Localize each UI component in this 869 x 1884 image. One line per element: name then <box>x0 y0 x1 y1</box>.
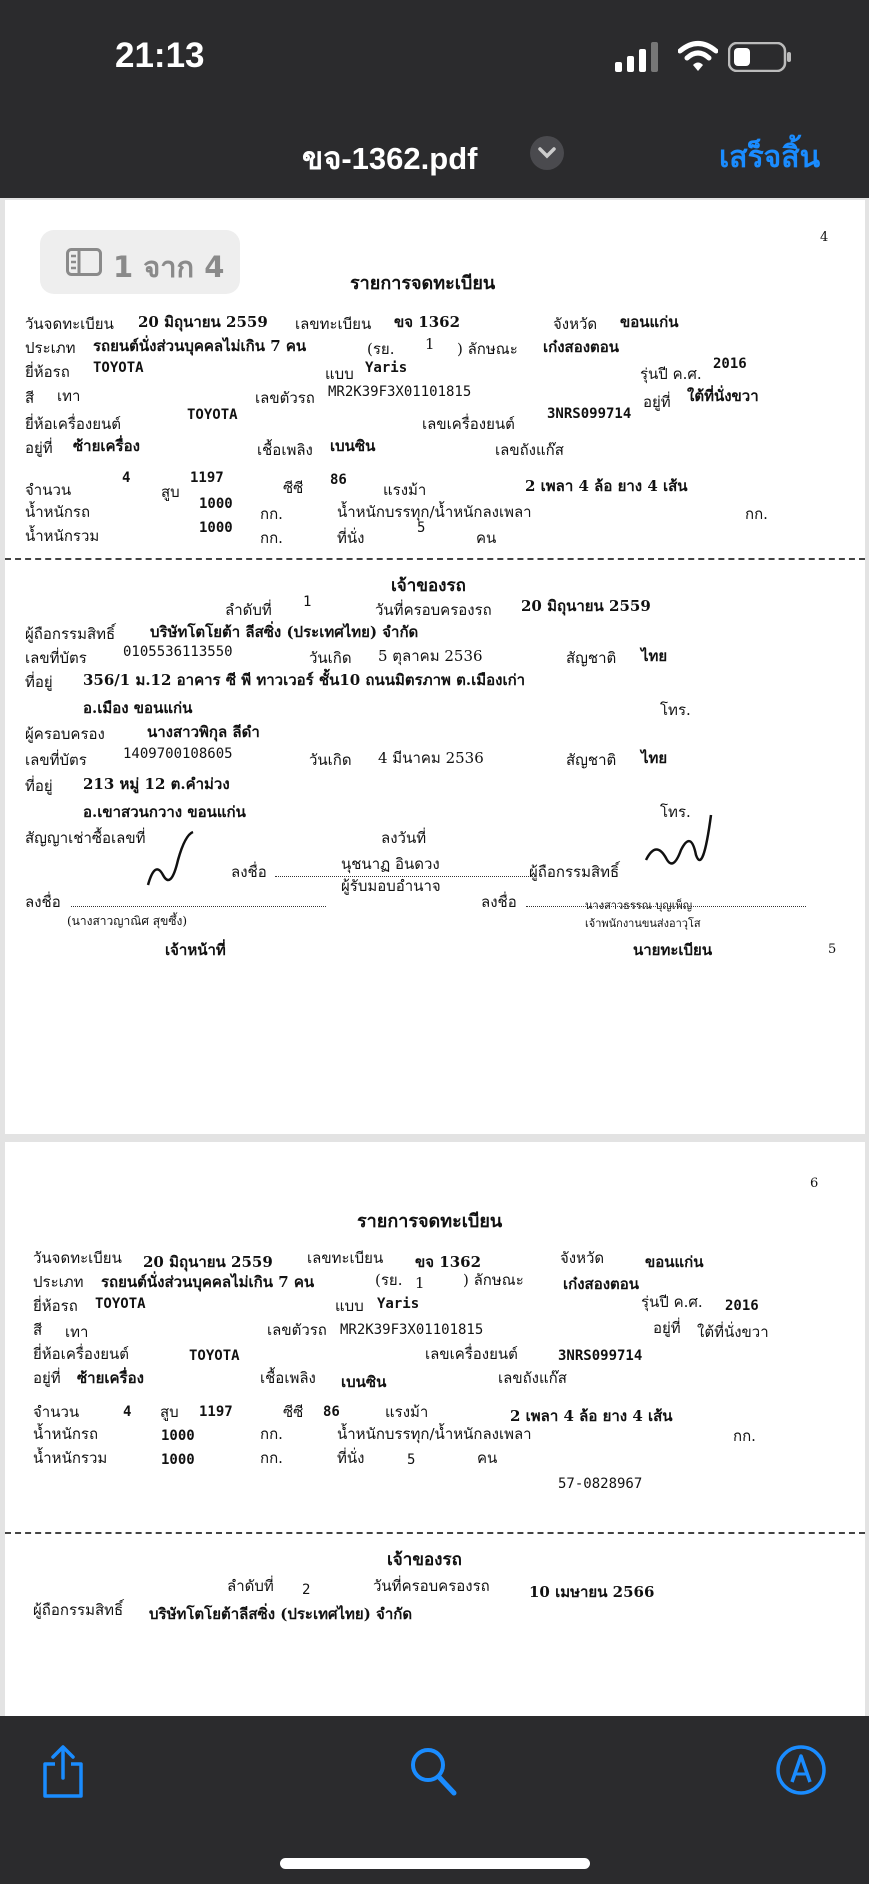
count: 4 <box>122 470 131 486</box>
label: สูบ <box>161 483 180 501</box>
label: (รย. <box>375 1271 403 1289</box>
label: ประเภท <box>25 339 76 357</box>
label: อยู่ที่ <box>653 1319 681 1337</box>
label: โทร. <box>660 701 691 719</box>
label: ) ลักษณะ <box>463 1271 524 1289</box>
markup-icon[interactable] <box>775 1744 827 1796</box>
owner-order: 1 <box>303 594 312 610</box>
cc: 86 <box>323 1404 340 1420</box>
label: คน <box>477 1449 498 1467</box>
seats: 5 <box>407 1452 416 1468</box>
label: จำนวน <box>33 1403 80 1421</box>
label: แบบ <box>335 1297 364 1315</box>
holder-nationality: ไทย <box>641 647 668 665</box>
label: เลขถังแก๊ส <box>495 441 564 459</box>
chassis-no: MR2K39F3X01101815 <box>328 384 472 400</box>
right-signer-name: นางสาวธรรณ บุญเพ็ญ <box>585 899 693 912</box>
reg-no: ขจ 1362 <box>394 313 461 331</box>
label: น้ำหนักรถ <box>25 503 91 521</box>
brand: TOYOTA <box>93 360 144 376</box>
cylinders: 1197 <box>199 1404 233 1420</box>
color: เทา <box>65 1323 89 1341</box>
own-date: 20 มิถุนายน 2559 <box>521 597 651 615</box>
label: สัญชาติ <box>566 751 617 769</box>
label: ลำดับที่ <box>227 1577 274 1595</box>
label: อยู่ที่ <box>643 393 671 411</box>
label: ยี่ห้อรถ <box>25 363 70 381</box>
pdf-page-1 <box>5 200 865 1134</box>
label: น้ำหนักรวม <box>25 527 100 545</box>
holder-address-2: อ.เมือง ขอนแก่น <box>83 699 193 717</box>
left-signer-name: (นางสาวญาณิศ สุขซึ้ง) <box>67 914 188 928</box>
label: สูบ <box>160 1403 179 1421</box>
fuel: เบนซิน <box>341 1373 387 1391</box>
label: ลงชื่อ <box>481 893 517 911</box>
label: แบบ <box>325 365 354 383</box>
label: ) ลักษณะ <box>457 340 518 358</box>
label: ผู้ถือกรรมสิทธิ์ <box>25 625 116 643</box>
label: จำนวน <box>25 481 72 499</box>
engine-no: 3NRS099714 <box>558 1348 643 1364</box>
label: ผู้ครอบครอง <box>25 725 105 743</box>
chassis-location: ใต้ที่นั่งขวา <box>687 387 759 405</box>
label: เชื้อเพลิง <box>260 1369 316 1387</box>
chassis-no: MR2K39F3X01101815 <box>340 1322 484 1338</box>
total-weight: 1000 <box>199 520 233 536</box>
ry-no: 1 <box>415 1274 425 1292</box>
vehicle-type: รถยนต์นั่งส่วนบุคคลไม่เกิน 7 คน <box>93 337 307 355</box>
label: คน <box>476 529 497 547</box>
owner-order: 2 <box>302 1582 311 1598</box>
proxy-label: ผู้รับมอบอำนาจ <box>341 877 441 895</box>
label: ลำดับที่ <box>225 601 272 619</box>
label: เลขที่บัตร <box>25 751 87 769</box>
right-signer-title: เจ้าพนักงานขนส่งอาวุโส <box>585 917 701 930</box>
label: ที่นั่ง <box>337 529 365 547</box>
label: น้ำหนักบรรทุก/น้ำหนักลงเพลา <box>337 1425 532 1443</box>
possessor-birth: 4 มีนาคม 2536 <box>378 749 484 767</box>
reg-date: 20 มิถุนายน 2559 <box>143 1253 273 1271</box>
label: กก. <box>260 529 283 547</box>
label: ลงชื่อ <box>25 893 61 911</box>
pdf-page-2 <box>5 1142 865 1716</box>
color: เทา <box>57 387 81 405</box>
label: ที่นั่ง <box>337 1449 365 1467</box>
cylinders: 1197 <box>190 470 224 486</box>
registrar-label: นายทะเบียน <box>633 941 713 959</box>
label: วันจดทะเบียน <box>25 315 114 333</box>
reg-no: ขจ 1362 <box>415 1253 482 1271</box>
battery-icon <box>728 42 792 72</box>
cellular-signal-icon <box>615 42 659 72</box>
label: เลขทะเบียน <box>307 1249 384 1267</box>
status-time: 21:13 <box>115 36 205 75</box>
label: เลขตัวรถ <box>255 389 315 407</box>
seats: 5 <box>417 520 426 536</box>
body-style: เก๋งสองตอน <box>563 1275 640 1293</box>
label: ผู้ถือกรรมสิทธิ์ <box>529 863 620 881</box>
officer-label: เจ้าหน้าที่ <box>165 941 226 959</box>
section-divider <box>5 1532 865 1534</box>
label: เลขที่บัตร <box>25 649 87 667</box>
title-menu-chevron-icon[interactable] <box>530 136 564 170</box>
label: (รย. <box>367 340 395 358</box>
possessor-id: 1409700108605 <box>123 746 233 762</box>
label: กก. <box>260 1449 283 1467</box>
label: ที่อยู่ <box>25 673 53 691</box>
label: วันที่ครอบครองรถ <box>373 1577 490 1595</box>
registration-heading: รายการจดทะเบียน <box>350 273 496 294</box>
pdf-viewer[interactable] <box>0 198 869 1716</box>
signature-mark-officer <box>143 830 203 890</box>
fuel: เบนซิน <box>330 437 376 455</box>
label: ลงชื่อ <box>231 863 267 881</box>
label: วันจดทะเบียน <box>33 1249 122 1267</box>
cc: 86 <box>330 472 347 488</box>
wifi-icon <box>678 40 718 72</box>
holder-id: 0105536113550 <box>123 644 233 660</box>
share-icon[interactable] <box>40 1744 86 1800</box>
holder-name: บริษัทโตโยต้าลีสซิ่ง (ประเทศไทย) จำกัด <box>149 1605 413 1623</box>
label: อยู่ที่ <box>33 1369 61 1387</box>
label: ยี่ห้อเครื่องยนต์ <box>25 415 122 433</box>
chassis-location: ใต้ที่นั่งขวา <box>697 1323 769 1341</box>
axle-wheel: 2 เพลา 4 ล้อ ยาง 4 เส้น <box>510 1407 673 1425</box>
label: เชื้อเพลิง <box>257 441 313 459</box>
label: จังหวัด <box>560 1249 605 1267</box>
weight: 1000 <box>161 1428 195 1444</box>
count: 4 <box>123 1404 132 1420</box>
province: ขอนแก่น <box>620 313 679 331</box>
document-title[interactable]: ขจ-1362.pdf <box>302 141 478 176</box>
label: สี <box>25 389 35 407</box>
reg-date: 20 มิถุนายน 2559 <box>138 313 268 331</box>
engine-no: 3NRS099714 <box>547 406 632 422</box>
label: ยี่ห้อเครื่องยนต์ <box>33 1345 130 1363</box>
weight: 1000 <box>199 496 233 512</box>
label: ลงวันที่ <box>381 829 427 847</box>
label: น้ำหนักรถ <box>33 1425 99 1443</box>
label: ซีซี <box>283 479 304 497</box>
label: สัญชาติ <box>566 649 617 667</box>
engine-brand: TOYOTA <box>187 407 238 423</box>
signature-line <box>71 906 326 907</box>
label: วันเกิด <box>309 751 352 769</box>
label: เลขถังแก๊ส <box>498 1369 567 1387</box>
registration-heading: รายการจดทะเบียน <box>357 1211 503 1232</box>
label: กก. <box>260 505 283 523</box>
total-weight: 1000 <box>161 1452 195 1468</box>
label: ที่อยู่ <box>25 777 53 795</box>
model-year: 2016 <box>713 356 747 372</box>
label: รุ่นปี ค.ศ. <box>640 365 702 383</box>
section-divider <box>5 558 865 560</box>
possessor-name: นางสาวพิกุล ลีดำ <box>147 723 260 741</box>
label: น้ำหนักรวม <box>33 1449 108 1467</box>
possessor-address: 213 หมู่ 12 ต.คำม่วง <box>83 775 230 793</box>
owner-heading: เจ้าของรถ <box>387 1550 462 1570</box>
label: ยี่ห้อรถ <box>33 1297 78 1315</box>
label: แรงม้า <box>385 1403 429 1421</box>
label: ซีซี <box>283 1403 304 1421</box>
label: เลขตัวรถ <box>267 1321 327 1339</box>
page-number: 4 <box>820 230 829 245</box>
body-style: เก๋งสองตอน <box>543 338 620 356</box>
label: วันเกิด <box>309 649 352 667</box>
signer-name: นุชนาฏ อินดวง <box>341 855 440 873</box>
possessor-nationality: ไทย <box>641 749 668 767</box>
label: เลขเครื่องยนต์ <box>425 1345 518 1363</box>
label: ประเภท <box>33 1273 84 1291</box>
label: ผู้ถือกรรมสิทธิ์ <box>33 1601 124 1619</box>
vehicle-type: รถยนต์นั่งส่วนบุคคลไม่เกิน 7 คน <box>101 1273 315 1291</box>
label: เลขเครื่องยนต์ <box>422 415 515 433</box>
serial-number: 57-0828967 <box>558 1476 643 1492</box>
page-number: 5 <box>828 942 837 957</box>
label: แรงม้า <box>383 481 427 499</box>
home-indicator[interactable] <box>280 1858 590 1869</box>
model: Yaris <box>365 360 408 376</box>
signature-mark-holder <box>641 810 721 880</box>
engine-location: ซ้ายเครื่อง <box>77 1369 144 1387</box>
label: เลขทะเบียน <box>295 315 372 333</box>
model: Yaris <box>377 1296 420 1312</box>
possessor-address-2: อ.เขาสวนกวาง ขอนแก่น <box>83 803 246 821</box>
province: ขอนแก่น <box>645 1253 704 1271</box>
page-number: 6 <box>810 1176 819 1191</box>
model-year: 2016 <box>725 1298 759 1314</box>
sidebar-thumbnails-icon[interactable] <box>66 248 102 276</box>
axle-wheel: 2 เพลา 4 ล้อ ยาง 4 เส้น <box>525 477 688 495</box>
owner-heading: เจ้าของรถ <box>391 576 466 596</box>
engine-location: ซ้ายเครื่อง <box>73 437 140 455</box>
search-icon[interactable] <box>408 1745 458 1797</box>
page-indicator-text: 1 จาก 4 <box>113 250 225 284</box>
own-date: 10 เมษายน 2566 <box>529 1583 655 1601</box>
label: กก. <box>260 1425 283 1443</box>
brand: TOYOTA <box>95 1296 146 1312</box>
label: น้ำหนักบรรทุก/น้ำหนักลงเพลา <box>337 503 532 521</box>
label: กก. <box>745 505 768 523</box>
done-button[interactable]: เสร็จสิ้น <box>719 140 821 175</box>
label: วันที่ครอบครองรถ <box>375 601 492 619</box>
label: รุ่นปี ค.ศ. <box>641 1293 703 1311</box>
label: อยู่ที่ <box>25 439 53 457</box>
holder-birth: 5 ตุลาคม 2536 <box>378 647 483 665</box>
ry-no: 1 <box>425 335 435 353</box>
label: โทร. <box>660 803 691 821</box>
label: สัญญาเช่าซื้อเลขที่ <box>25 829 146 847</box>
holder-name: บริษัทโตโยต้า ลีสซิ่ง (ประเทศไทย) จำกัด <box>150 623 419 641</box>
label: กก. <box>733 1427 756 1445</box>
holder-address: 356/1 ม.12 อาคาร ซี พี ทาวเวอร์ ชั้น10 ถนนมิตรภาพ ต.เมืองเก่า <box>83 671 526 689</box>
label: จังหวัด <box>553 315 598 333</box>
label: สี <box>33 1321 43 1339</box>
engine-brand: TOYOTA <box>189 1348 240 1364</box>
